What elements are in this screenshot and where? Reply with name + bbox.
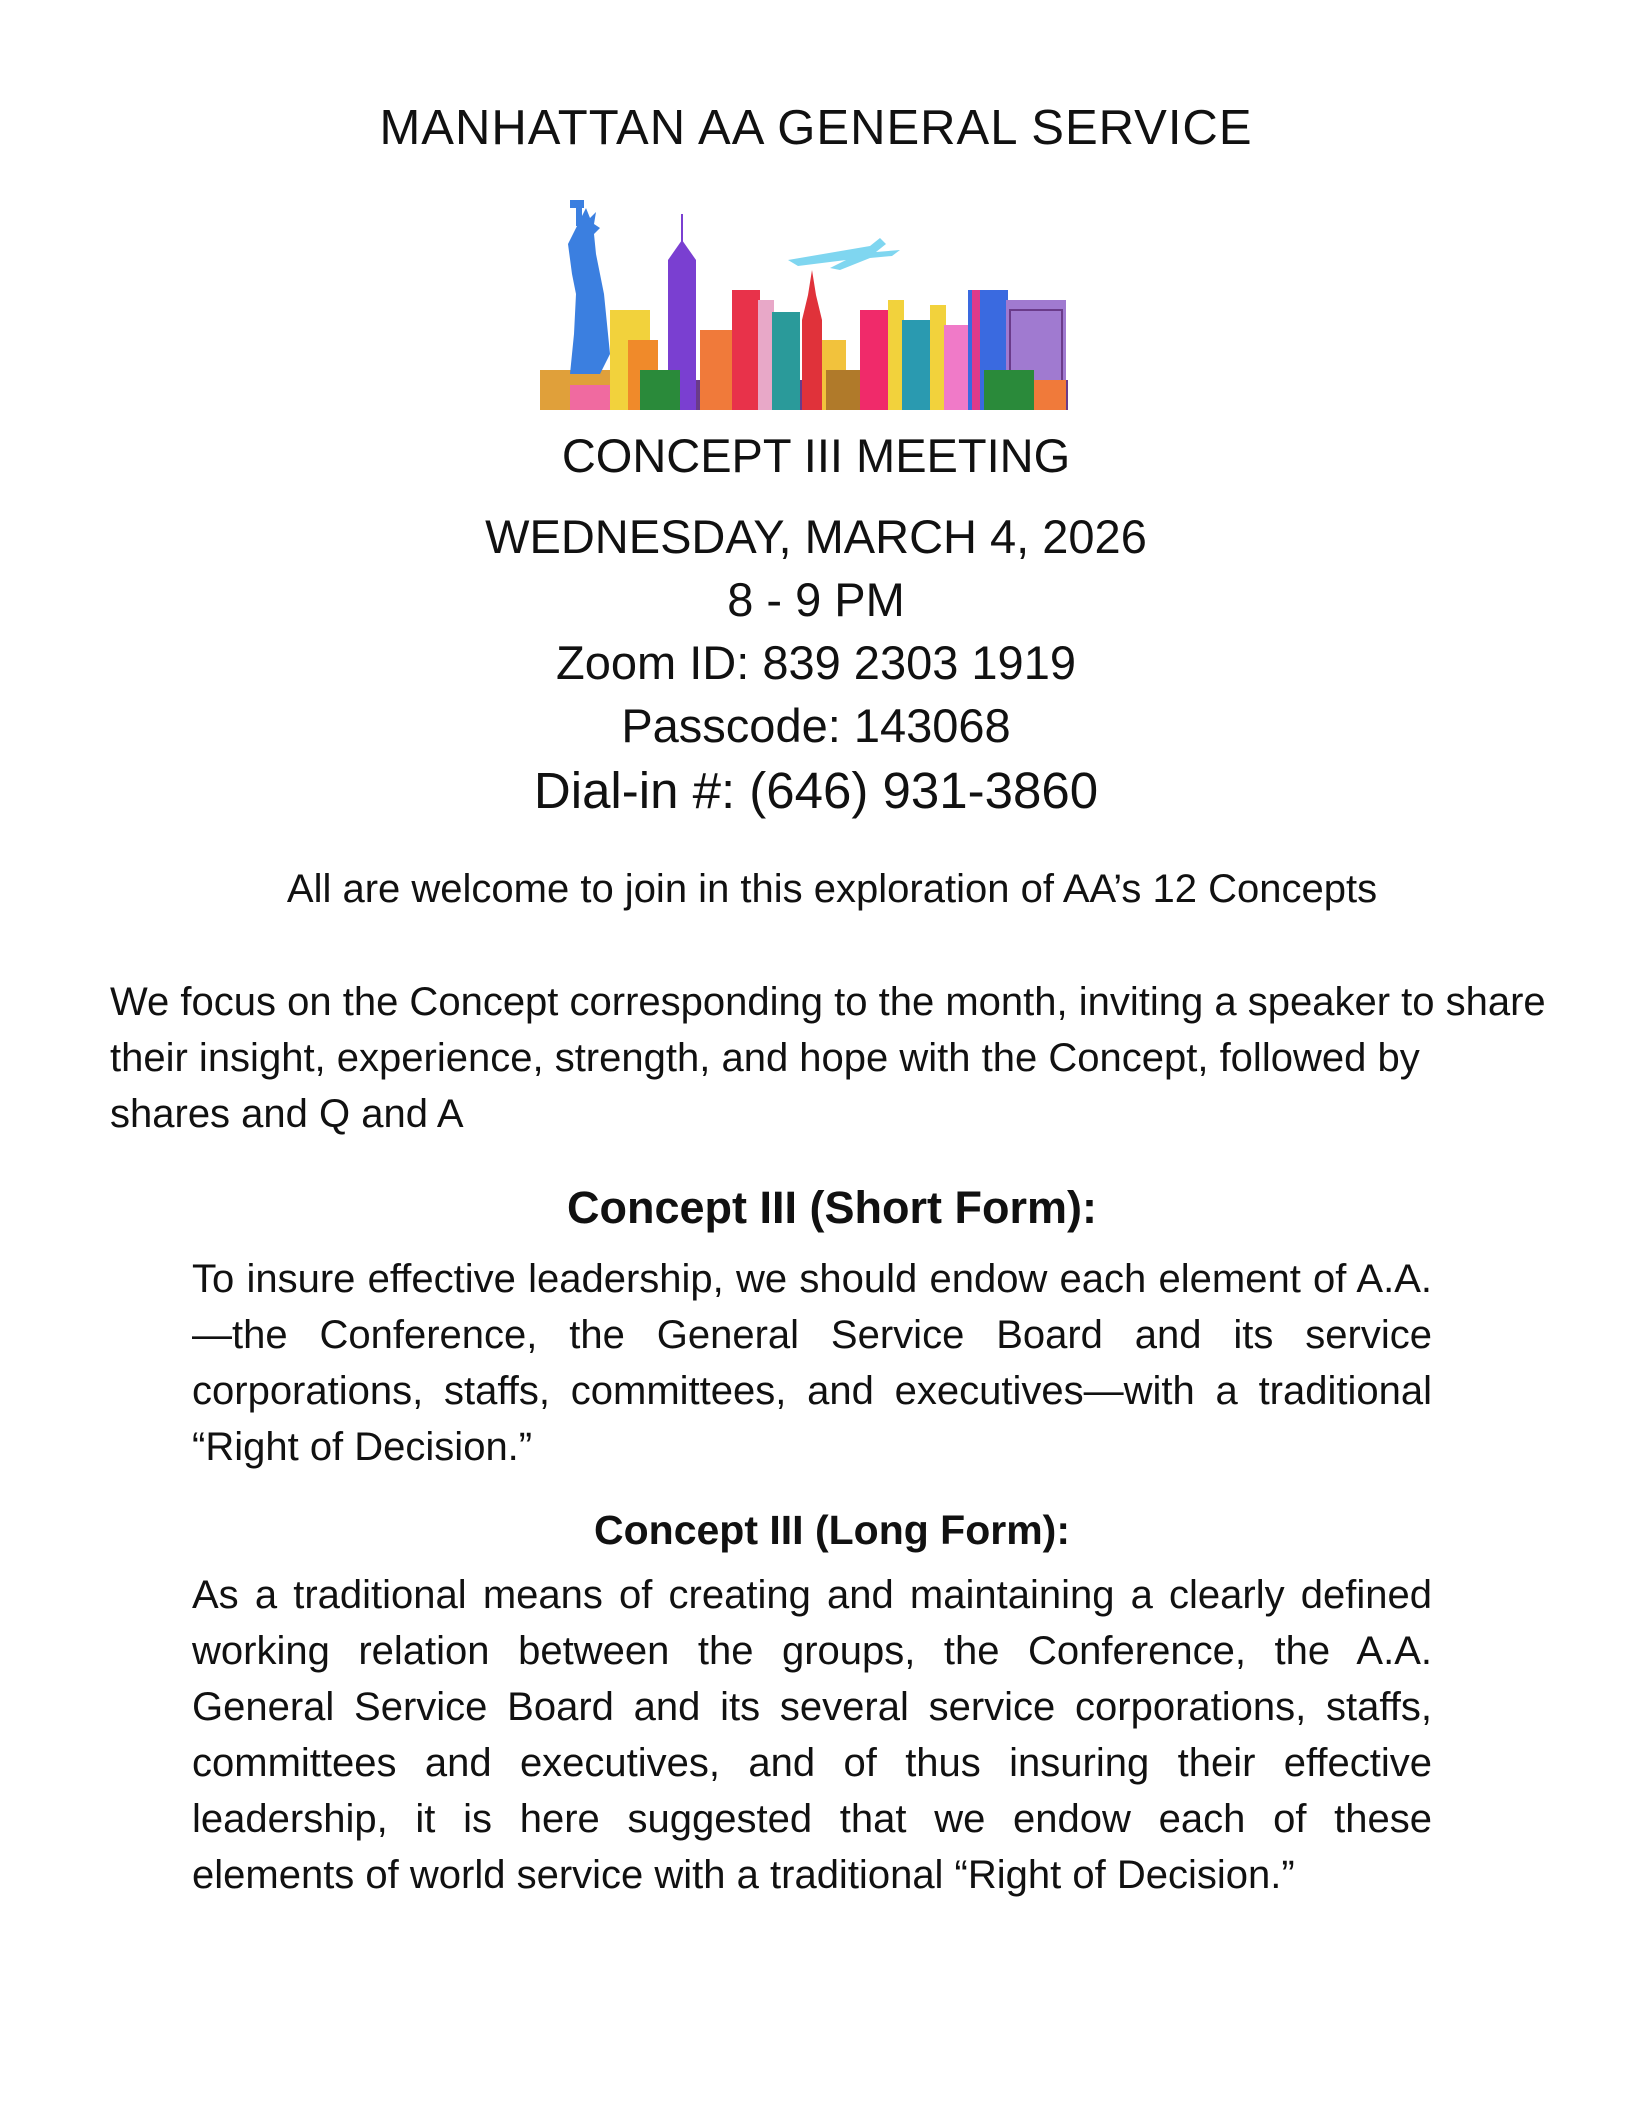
nyc-skyline-icon: [540, 200, 1070, 416]
intro-paragraph: We focus on the Concept corresponding to the month, inviting a speaker to share their insight, experience, strength, and hope with the Concept, followed by shares and Q and A: [110, 980, 1546, 1136]
short-form-text: To insure effective leadership, we should endow each element of A.A.—the Conference, the General Service Board and its service corporations, staffs, committees, and executives—with a traditional “Right of Decision.”: [192, 1257, 1432, 1469]
meeting-date: WEDNESDAY, MARCH 4, 2026: [485, 510, 1147, 563]
meeting-time: 8 - 9 PM: [727, 573, 905, 626]
passcode: Passcode: 143068: [621, 699, 1011, 752]
dial-in-number: Dial-in #: (646) 931-3860: [533, 762, 1099, 819]
long-form-heading: Concept III (Long Form):: [594, 1507, 1070, 1553]
long-form-text: As a traditional means of creating and maintaining a clearly defined working relation between the groups, the Conference, the A.A. General Service Board and its several service corporations, staffs, committees and executives, and of thus insuring their effective leadership, it is here suggested that we endow each of these elements of world service with a traditional “Right of Decision.”: [192, 1573, 1432, 1897]
org-title: MANHATTAN AA GENERAL SERVICE: [379, 101, 1253, 155]
zoom-id: Zoom ID: 839 2303 1919: [556, 636, 1076, 689]
short-form-heading: Concept III (Short Form):: [567, 1182, 1097, 1233]
welcome-text: All are welcome to join in this exploration of AA’s 12 Concepts: [286, 867, 1378, 911]
meeting-title: CONCEPT III MEETING: [561, 429, 1071, 482]
